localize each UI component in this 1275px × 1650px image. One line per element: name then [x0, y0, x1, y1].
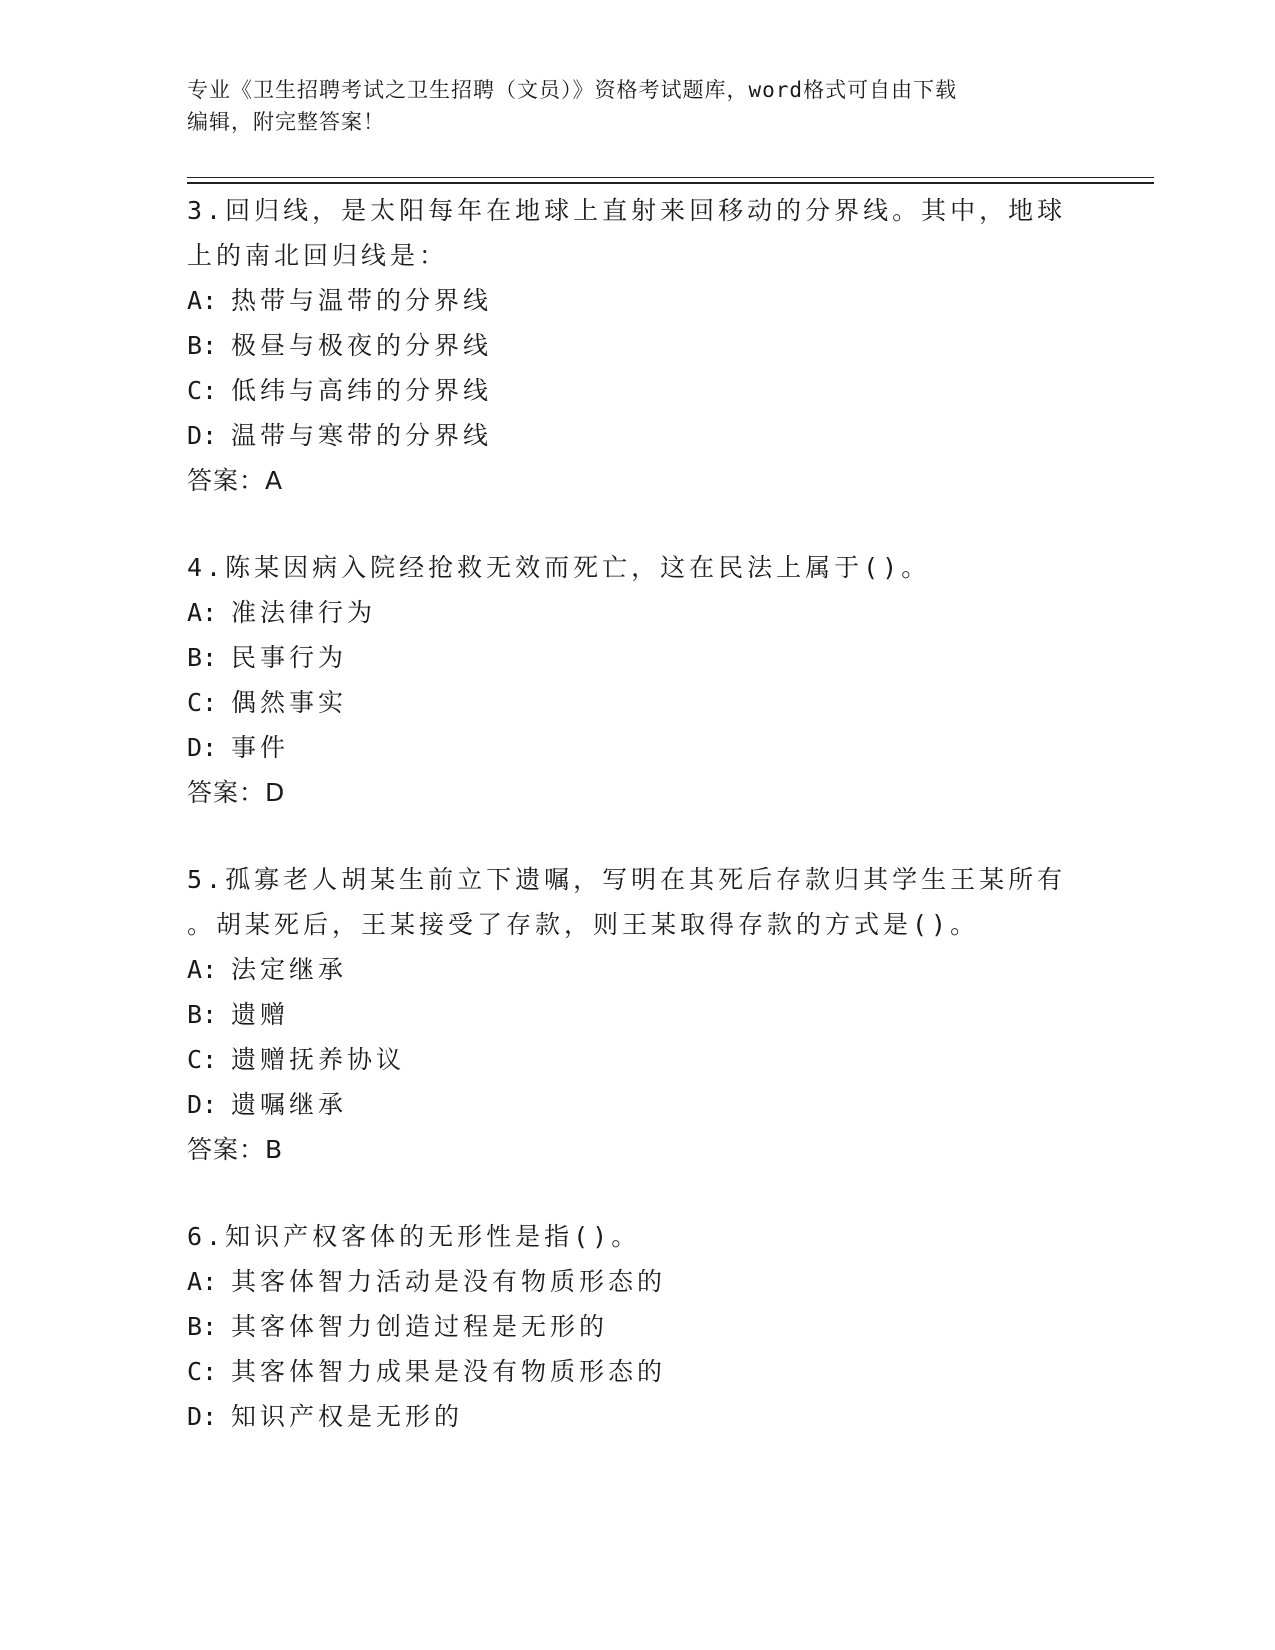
option-d [187, 413, 1087, 458]
option-letter: D: [187, 733, 218, 762]
option-text: 热带与温带的分界线 [231, 286, 493, 315]
answer-line: 答案：D [187, 778, 286, 807]
option-letter: C: [187, 688, 218, 717]
option-c [187, 680, 1087, 725]
option-text: 事件 [231, 733, 290, 762]
document-header [187, 74, 1087, 138]
option-a [187, 590, 1087, 635]
option-a [187, 1259, 1087, 1304]
option-letter: B: [187, 1312, 218, 1341]
option-text: 准法律行为 [231, 598, 377, 627]
header-divider-thick [187, 182, 1154, 184]
option-letter: B: [187, 331, 218, 360]
option-letter: A: [187, 955, 218, 984]
option-letter: A: [187, 1267, 218, 1296]
question-stem-continued: 。胡某死后，王某接受了存款，则王某取得存款的方式是()。 [187, 910, 980, 939]
option-b [187, 1304, 1087, 1349]
header-divider-thin [187, 177, 1154, 178]
option-b [187, 323, 1087, 368]
option-text: 偶然事实 [231, 688, 348, 717]
question-stem-continued: 上的南北回归线是： [187, 241, 449, 270]
question-list [187, 188, 1087, 1481]
option-letter: A: [187, 286, 218, 315]
option-text: 法定继承 [231, 955, 348, 984]
option-letter: D: [187, 1090, 218, 1119]
option-text: 温带与寒带的分界线 [231, 421, 493, 450]
option-letter: A: [187, 598, 218, 627]
option-letter: B: [187, 643, 218, 672]
option-text: 民事行为 [231, 643, 348, 672]
option-a [187, 278, 1087, 323]
option-letter: B: [187, 1000, 218, 1029]
option-text: 极昼与极夜的分界线 [231, 331, 493, 360]
answer-line: 答案：B [187, 1135, 284, 1164]
option-b [187, 992, 1087, 1037]
header-line-2: 编辑，附完整答案！ [187, 110, 385, 134]
question-3 [187, 188, 1087, 503]
option-text: 其客体智力创造过程是无形的 [231, 1312, 609, 1341]
option-letter: D: [187, 1402, 218, 1431]
option-c [187, 368, 1087, 413]
option-c [187, 1037, 1087, 1082]
question-5 [187, 857, 1087, 1172]
option-b [187, 635, 1087, 680]
question-4 [187, 545, 1087, 815]
option-letter: D: [187, 421, 218, 450]
option-letter: C: [187, 1045, 218, 1074]
option-d [187, 1082, 1087, 1127]
option-text: 其客体智力成果是没有物质形态的 [231, 1357, 667, 1386]
question-stem: 6.知识产权客体的无形性是指()。 [187, 1222, 641, 1251]
option-text: 遗赠抚养协议 [231, 1045, 406, 1074]
option-text: 遗嘱继承 [231, 1090, 348, 1119]
option-a [187, 947, 1087, 992]
option-text: 知识产权是无形的 [231, 1402, 464, 1431]
option-text: 遗赠 [231, 1000, 290, 1029]
question-6 [187, 1214, 1087, 1439]
answer-line: 答案：A [187, 466, 284, 495]
question-stem: 3.回归线，是太阳每年在地球上直射来回移动的分界线。其中，地球 [187, 196, 1067, 225]
option-d [187, 725, 1087, 770]
option-text: 低纬与高纬的分界线 [231, 376, 493, 405]
question-stem: 4.陈某因病入院经抢救无效而死亡，这在民法上属于()。 [187, 553, 931, 582]
option-c [187, 1349, 1087, 1394]
option-text: 其客体智力活动是没有物质形态的 [231, 1267, 667, 1296]
option-letter: C: [187, 1357, 218, 1386]
header-line-1: 专业《卫生招聘考试之卫生招聘（文员）》资格考试题库，word格式可自由下载 [187, 78, 958, 102]
option-letter: C: [187, 376, 218, 405]
option-d [187, 1394, 1087, 1439]
question-stem: 5.孤寡老人胡某生前立下遗嘱，写明在其死后存款归其学生王某所有 [187, 865, 1067, 894]
